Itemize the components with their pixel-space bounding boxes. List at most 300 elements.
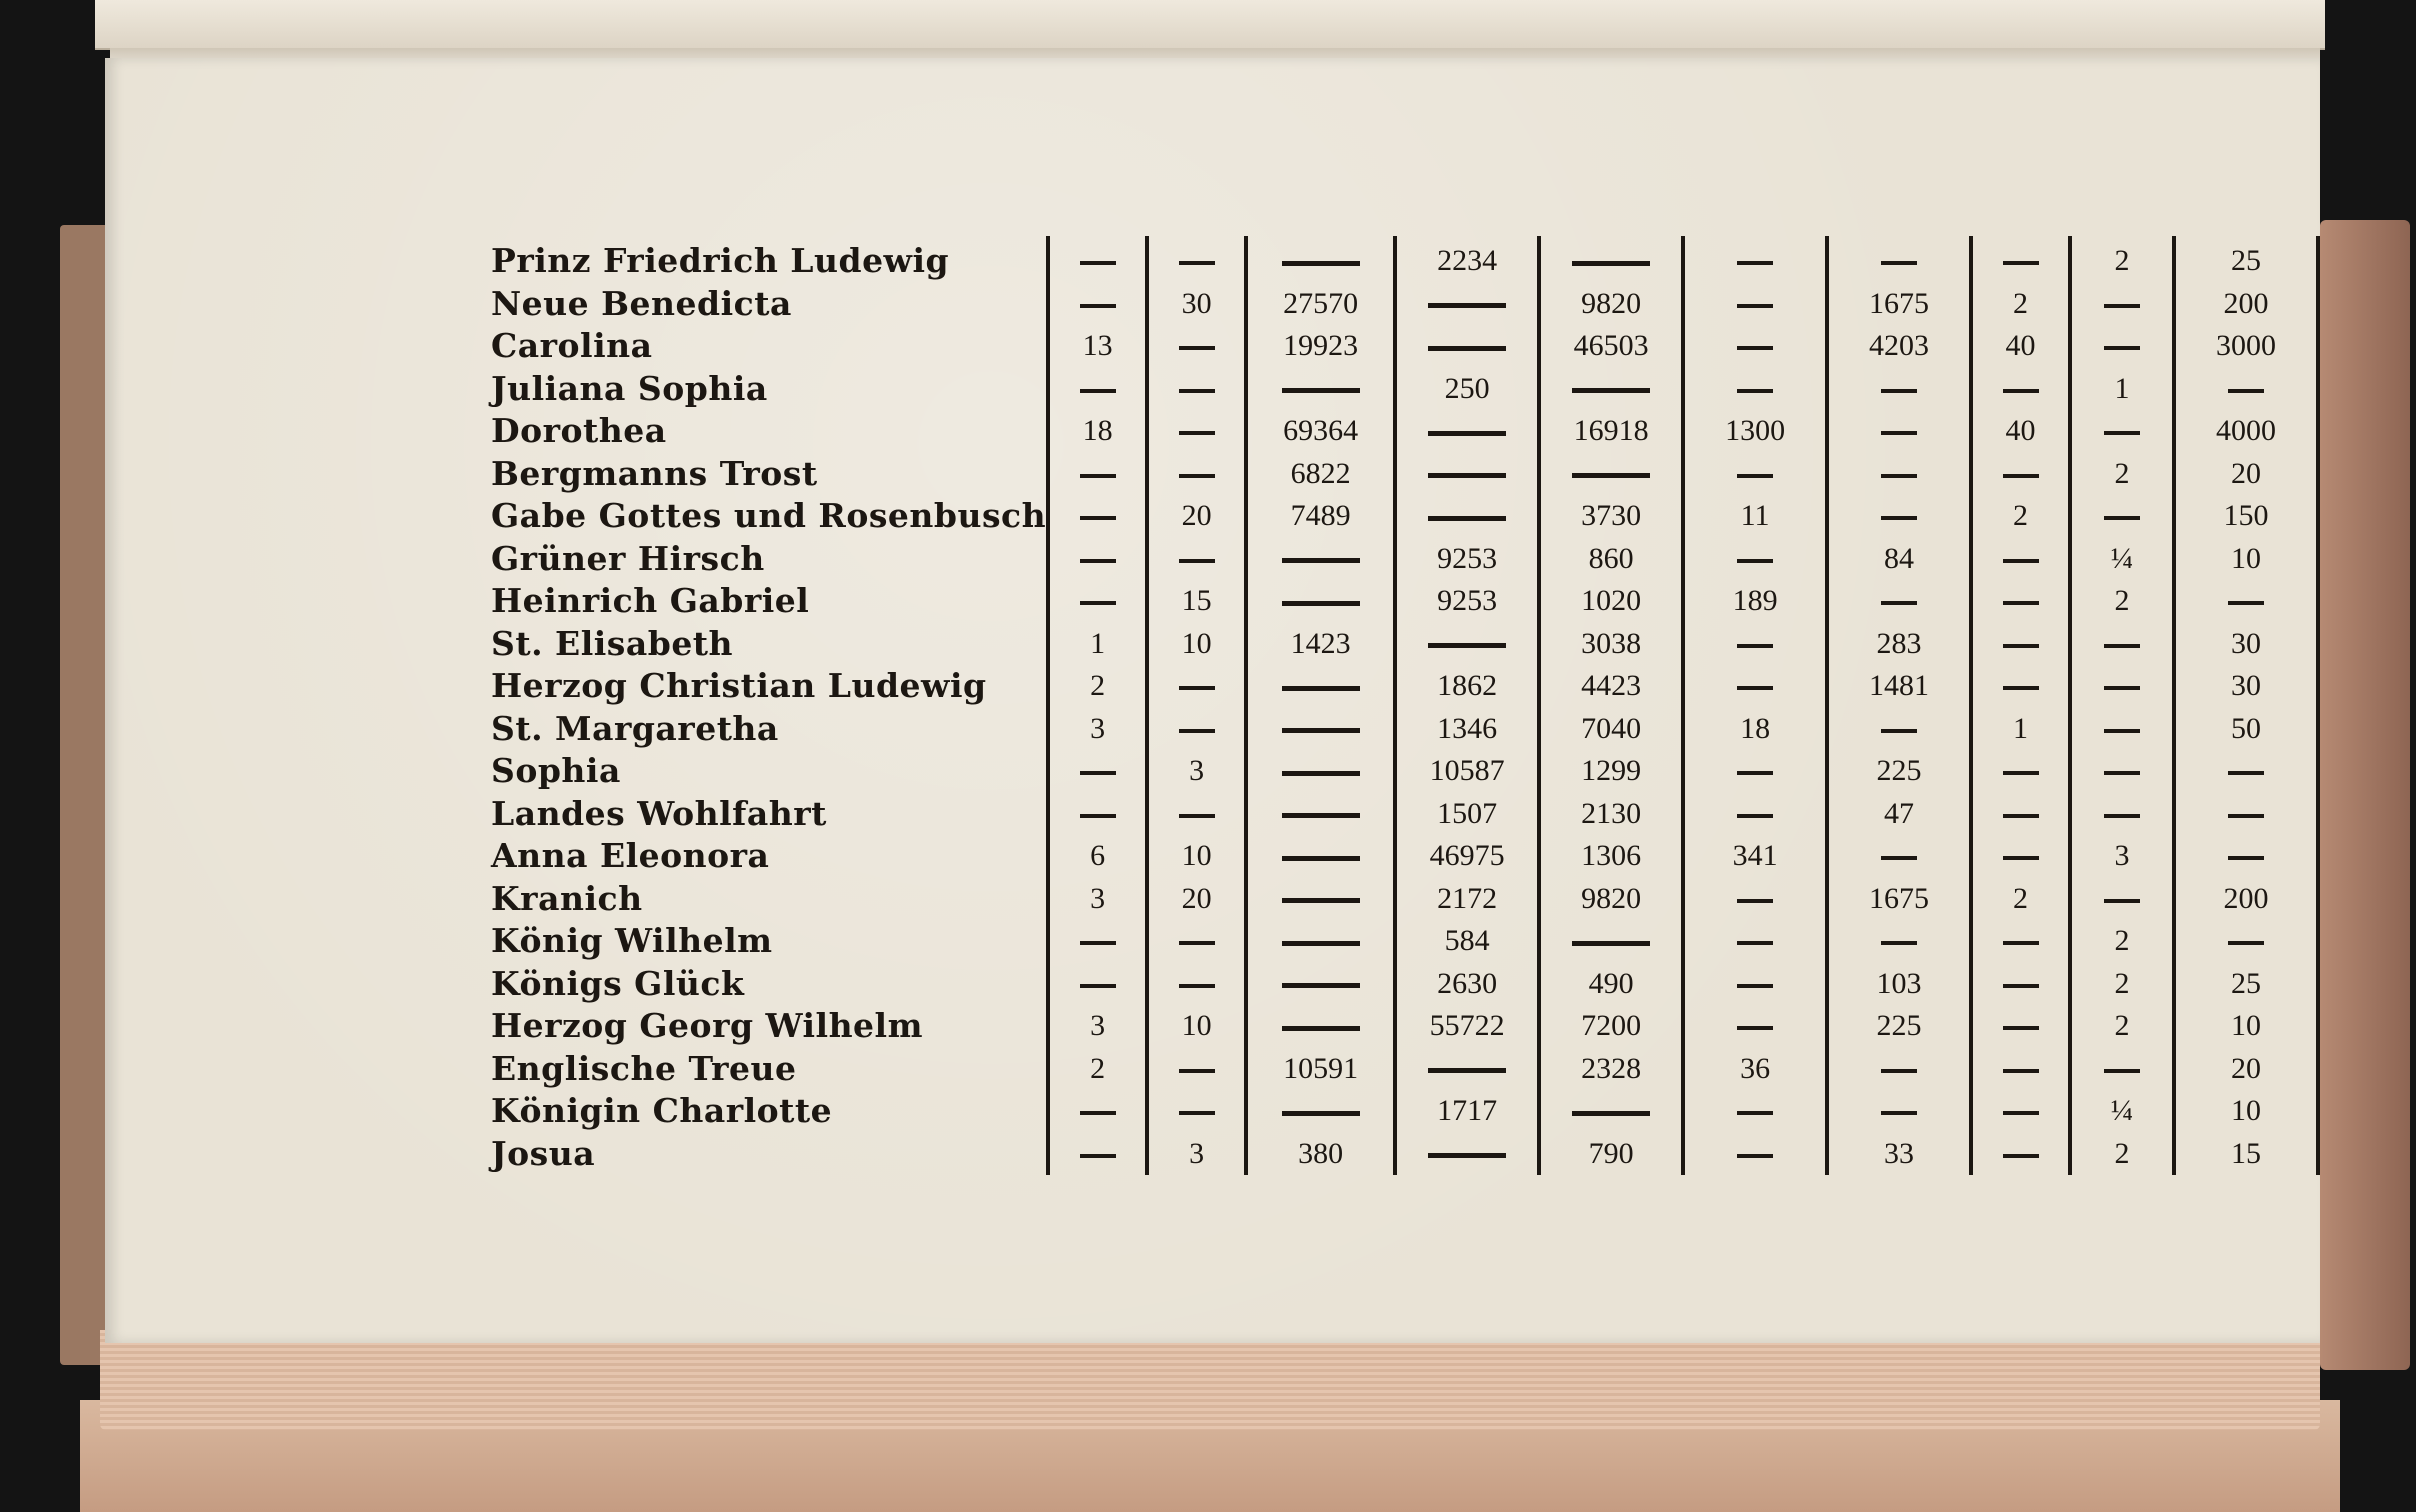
long-dash-mark (1428, 643, 1506, 648)
dash-mark (1080, 814, 1116, 818)
dash-mark (1080, 559, 1116, 563)
dash-mark (2003, 261, 2039, 265)
table-cell-col-6 (1683, 963, 1827, 1006)
table-cell-col-9 (2070, 283, 2174, 326)
dash-mark (1881, 516, 1917, 520)
table-cell-col-8 (1971, 236, 2070, 283)
mine-name: Prinz Friedrich Ludewig (491, 241, 950, 281)
table-cell-col-5 (1539, 920, 1683, 963)
table-cell-col-9 (2070, 410, 2174, 453)
table-cell-col-4 (1395, 495, 1539, 538)
dash-mark (2003, 1154, 2039, 1158)
table-cell-col-5: 7200 (1539, 1005, 1683, 1048)
dash-mark (2228, 941, 2264, 945)
table-cell-col-6 (1683, 283, 1827, 326)
table-cell-col-3: 27570 (1246, 283, 1395, 326)
table-cell-col-1 (1048, 283, 1147, 326)
table-cell-col-6 (1683, 878, 1827, 921)
table-cell-col-8 (1971, 793, 2070, 836)
table-cell-col-5 (1539, 236, 1683, 283)
table-cell-col-9: 2 (2070, 580, 2174, 623)
table-cell-col-5: 46503 (1539, 325, 1683, 368)
long-dash-mark (1282, 983, 1360, 988)
table-cell-col-6 (1683, 236, 1827, 283)
table-cell-col-7 (1827, 495, 1971, 538)
table-cell-col-6 (1683, 665, 1827, 708)
table-row (483, 1133, 2318, 1176)
table-cell-col-4: 9253 (1395, 538, 1539, 581)
long-dash-mark (1282, 728, 1360, 733)
table-cell-col-3: 6822 (1246, 453, 1395, 496)
table-cell-col-1 (1048, 368, 1147, 411)
table-cell-col-7 (1827, 1048, 1971, 1091)
dash-mark (2003, 941, 2039, 945)
table-cell-col-2 (1147, 665, 1246, 708)
table-cell-col-10: 30 (2174, 623, 2318, 666)
table-row (483, 538, 2318, 581)
table-cell-col-4 (1395, 623, 1539, 666)
table-cell-col-1 (1048, 920, 1147, 963)
mine-name: Sophia (491, 751, 621, 791)
table-cell-col-8 (1971, 665, 2070, 708)
table-cell-col-8 (1971, 453, 2070, 496)
table-cell-col-1 (1048, 538, 1147, 581)
dash-mark (2228, 814, 2264, 818)
dash-mark (1179, 1069, 1215, 1073)
dash-mark (2104, 644, 2140, 648)
table-cell-col-8: 2 (1971, 878, 2070, 921)
table-cell-col-2: 10 (1147, 1005, 1246, 1048)
long-dash-mark (1282, 261, 1360, 266)
table-cell-col-1 (1048, 750, 1147, 793)
table-cell-col-10: 200 (2174, 878, 2318, 921)
book-page (105, 58, 2320, 1343)
table-cell-col-10: 10 (2174, 1005, 2318, 1048)
table-cell-col-8: 40 (1971, 410, 2070, 453)
table-cell-col-9: 2 (2070, 920, 2174, 963)
table-cell-col-1 (1048, 453, 1147, 496)
table-cell-col-8: 1 (1971, 708, 2070, 751)
mine-name: Königin Charlotte (491, 1091, 833, 1131)
dash-mark (2228, 601, 2264, 605)
table-cell-col-2 (1147, 1048, 1246, 1091)
table-cell-col-10 (2174, 750, 2318, 793)
dash-mark (2003, 1026, 2039, 1030)
dash-mark (1080, 1111, 1116, 1115)
table-cell-col-8: 2 (1971, 283, 2070, 326)
table-cell-col-2 (1147, 453, 1246, 496)
table-cell-col-8 (1971, 580, 2070, 623)
dash-mark (2228, 389, 2264, 393)
mine-name: König Wilhelm (491, 921, 773, 961)
table-cell-col-10 (2174, 920, 2318, 963)
mine-name: St. Margaretha (491, 708, 779, 748)
table-row (483, 325, 2318, 368)
table-cell-col-7 (1827, 368, 1971, 411)
dash-mark (1179, 984, 1215, 988)
table-cell-col-1: 2 (1048, 1048, 1147, 1091)
mine-name: Dorothea (491, 411, 667, 451)
table-cell-col-7: 47 (1827, 793, 1971, 836)
dash-mark (1179, 474, 1215, 478)
table-cell-col-2 (1147, 236, 1246, 283)
long-dash-mark (1572, 388, 1650, 393)
table-cell-col-3 (1246, 1090, 1395, 1133)
table-cell-col-5: 3730 (1539, 495, 1683, 538)
table-row (483, 283, 2318, 326)
table-cell-col-4 (1395, 453, 1539, 496)
table-cell-col-1: 3 (1048, 1005, 1147, 1048)
table-cell-col-6 (1683, 325, 1827, 368)
table-cell-col-10: 20 (2174, 453, 2318, 496)
dash-mark (1179, 431, 1215, 435)
dash-mark (2104, 431, 2140, 435)
table-cell-col-7 (1827, 410, 1971, 453)
table-cell-col-6: 11 (1683, 495, 1827, 538)
long-dash-mark (1428, 1153, 1506, 1158)
table-cell-col-2: 20 (1147, 495, 1246, 538)
dash-mark (2228, 771, 2264, 775)
table-row (483, 878, 2318, 921)
table-row (483, 495, 2318, 538)
dash-mark (2003, 686, 2039, 690)
table-cell-col-6 (1683, 623, 1827, 666)
dash-mark (1881, 431, 1917, 435)
table-cell-col-8 (1971, 1090, 2070, 1133)
table-cell-col-5: 860 (1539, 538, 1683, 581)
dash-mark (2104, 346, 2140, 350)
dash-mark (2003, 984, 2039, 988)
dash-mark (2003, 771, 2039, 775)
long-dash-mark (1282, 1026, 1360, 1031)
table-cell-col-4: 250 (1395, 368, 1539, 411)
dash-mark (1179, 346, 1215, 350)
table-cell-col-5 (1539, 368, 1683, 411)
mine-name: Kranich (491, 878, 643, 918)
table-row (483, 835, 2318, 878)
table-cell-col-9 (2070, 793, 2174, 836)
dash-mark (1080, 984, 1116, 988)
table-row (483, 793, 2318, 836)
table-cell-col-10: 3000 (2174, 325, 2318, 368)
table-cell-col-10: 25 (2174, 963, 2318, 1006)
table-cell-col-8 (1971, 920, 2070, 963)
table-cell-col-5: 4423 (1539, 665, 1683, 708)
table-cell-col-1: 13 (1048, 325, 1147, 368)
table-row (483, 368, 2318, 411)
dash-mark (1179, 729, 1215, 733)
long-dash-mark (1428, 346, 1506, 351)
long-dash-mark (1282, 558, 1360, 563)
long-dash-mark (1282, 388, 1360, 393)
table-cell-col-1: 6 (1048, 835, 1147, 878)
table-cell-col-1: 1 (1048, 623, 1147, 666)
table-cell-col-7 (1827, 580, 1971, 623)
table-cell-col-6: 1300 (1683, 410, 1827, 453)
dash-mark (1080, 771, 1116, 775)
table-cell-col-7: 103 (1827, 963, 1971, 1006)
mine-name: Herzog Christian Ludewig (491, 666, 987, 706)
table-cell-col-5: 9820 (1539, 878, 1683, 921)
long-dash-mark (1282, 813, 1360, 818)
table-cell-col-9 (2070, 665, 2174, 708)
table-cell-col-9: 2 (2070, 1133, 2174, 1176)
table-cell-col-10 (2174, 368, 2318, 411)
dash-mark (1881, 474, 1917, 478)
table-cell-col-7 (1827, 920, 1971, 963)
table-cell-col-2 (1147, 1090, 1246, 1133)
table-cell-col-7 (1827, 835, 1971, 878)
mine-ledger-table (483, 236, 2320, 1175)
mine-name: Heinrich Gabriel (491, 581, 810, 621)
mine-name: St. Elisabeth (491, 623, 734, 663)
table-cell-col-7 (1827, 453, 1971, 496)
table-cell-col-3 (1246, 708, 1395, 751)
table-cell-col-5: 1306 (1539, 835, 1683, 878)
table-cell-col-1 (1048, 236, 1147, 283)
long-dash-mark (1428, 431, 1506, 436)
long-dash-mark (1282, 601, 1360, 606)
table-cell-col-5: 2130 (1539, 793, 1683, 836)
table-cell-col-1 (1048, 495, 1147, 538)
table-cell-col-3 (1246, 793, 1395, 836)
mine-name: Bergmanns Trost (491, 453, 818, 493)
dash-mark (1737, 389, 1773, 393)
dash-mark (1179, 686, 1215, 690)
table-cell-col-9: 2 (2070, 453, 2174, 496)
table-cell-col-9 (2070, 1048, 2174, 1091)
table-cell-col-7: 283 (1827, 623, 1971, 666)
dash-mark (1080, 474, 1116, 478)
dash-mark (1737, 304, 1773, 308)
dash-mark (1080, 261, 1116, 265)
table-cell-col-5: 2328 (1539, 1048, 1683, 1091)
ledger-body (483, 236, 2318, 1175)
dash-mark (1080, 304, 1116, 308)
table-cell-col-4: 9253 (1395, 580, 1539, 623)
table-cell-col-1: 18 (1048, 410, 1147, 453)
table-cell-col-4: 55722 (1395, 1005, 1539, 1048)
table-cell-col-7: 225 (1827, 750, 1971, 793)
table-cell-col-3: 69364 (1246, 410, 1395, 453)
table-cell-col-3 (1246, 665, 1395, 708)
table-cell-col-5: 7040 (1539, 708, 1683, 751)
table-cell-col-10: 15 (2174, 1133, 2318, 1176)
dash-mark (1179, 941, 1215, 945)
table-cell-col-2: 15 (1147, 580, 1246, 623)
table-cell-col-9 (2070, 495, 2174, 538)
dash-mark (1080, 941, 1116, 945)
table-cell-col-2 (1147, 963, 1246, 1006)
table-cell-col-10: 10 (2174, 1090, 2318, 1133)
mine-name: Gabe Gottes und Rosenbusch (491, 496, 1047, 536)
table-cell-col-7 (1827, 708, 1971, 751)
dash-mark (1881, 261, 1917, 265)
long-dash-mark (1572, 941, 1650, 946)
dash-mark (2003, 1069, 2039, 1073)
table-row (483, 963, 2318, 1006)
dash-mark (1080, 389, 1116, 393)
long-dash-mark (1428, 516, 1506, 521)
table-row (483, 665, 2318, 708)
table-cell-col-6: 18 (1683, 708, 1827, 751)
long-dash-mark (1282, 941, 1360, 946)
dash-mark (1179, 389, 1215, 393)
table-cell-col-1 (1048, 1090, 1147, 1133)
mine-name: Anna Eleonora (491, 836, 770, 876)
table-cell-col-3 (1246, 1005, 1395, 1048)
dash-mark (2104, 899, 2140, 903)
mine-name: Carolina (491, 326, 653, 366)
table-row (483, 1048, 2318, 1091)
table-cell-col-4 (1395, 1048, 1539, 1091)
table-cell-col-2 (1147, 920, 1246, 963)
dash-mark (1881, 729, 1917, 733)
table-cell-col-4: 1507 (1395, 793, 1539, 836)
long-dash-mark (1428, 473, 1506, 478)
table-cell-col-4: 2172 (1395, 878, 1539, 921)
table-row (483, 580, 2318, 623)
table-cell-col-6 (1683, 538, 1827, 581)
table-cell-col-6: 189 (1683, 580, 1827, 623)
table-cell-col-2: 30 (1147, 283, 1246, 326)
table-cell-col-5: 490 (1539, 963, 1683, 1006)
table-cell-col-5: 9820 (1539, 283, 1683, 326)
dash-mark (2003, 601, 2039, 605)
dash-mark (1737, 984, 1773, 988)
table-cell-col-5: 1299 (1539, 750, 1683, 793)
dash-mark (1737, 1026, 1773, 1030)
table-cell-col-3: 19923 (1246, 325, 1395, 368)
mine-name: Landes Wohlfahrt (491, 793, 827, 833)
table-cell-col-3 (1246, 835, 1395, 878)
dash-mark (1737, 899, 1773, 903)
table-cell-col-10 (2174, 793, 2318, 836)
table-cell-col-5: 3038 (1539, 623, 1683, 666)
table-cell-col-3: 7489 (1246, 495, 1395, 538)
dash-mark (1737, 1111, 1773, 1115)
dash-mark (2003, 644, 2039, 648)
table-cell-col-7: 1675 (1827, 878, 1971, 921)
table-cell-col-8 (1971, 1005, 2070, 1048)
dash-mark (1881, 1069, 1917, 1073)
long-dash-mark (1572, 1111, 1650, 1116)
dash-mark (2003, 1111, 2039, 1115)
long-dash-mark (1428, 303, 1506, 308)
dash-mark (2228, 856, 2264, 860)
facing-page-edge (95, 0, 2325, 50)
table-cell-col-6 (1683, 368, 1827, 411)
mine-name: Neue Benedicta (491, 283, 792, 323)
table-cell-col-8: 2 (1971, 495, 2070, 538)
table-cell-col-6 (1683, 1005, 1827, 1048)
long-dash-mark (1572, 261, 1650, 266)
table-cell-col-4 (1395, 283, 1539, 326)
table-cell-col-1: 3 (1048, 708, 1147, 751)
dash-mark (2003, 559, 2039, 563)
table-row (483, 623, 2318, 666)
table-cell-col-3: 380 (1246, 1133, 1395, 1176)
dash-mark (2104, 729, 2140, 733)
table-row (483, 920, 2318, 963)
table-cell-col-2: 20 (1147, 878, 1246, 921)
long-dash-mark (1282, 686, 1360, 691)
table-cell-col-4: 2630 (1395, 963, 1539, 1006)
table-cell-col-4: 1717 (1395, 1090, 1539, 1133)
mine-name: Juliana Sophia (491, 368, 768, 408)
table-cell-col-4 (1395, 410, 1539, 453)
table-cell-col-6: 36 (1683, 1048, 1827, 1091)
table-cell-col-9 (2070, 623, 2174, 666)
table-row (483, 708, 2318, 751)
table-cell-col-6 (1683, 453, 1827, 496)
table-cell-col-10: 150 (2174, 495, 2318, 538)
dash-mark (1881, 1111, 1917, 1115)
table-cell-col-9: ¼ (2070, 1090, 2174, 1133)
table-cell-col-5 (1539, 1090, 1683, 1133)
table-cell-col-6 (1683, 920, 1827, 963)
dash-mark (1737, 346, 1773, 350)
table-cell-col-1 (1048, 793, 1147, 836)
dash-mark (1080, 601, 1116, 605)
dash-mark (2104, 814, 2140, 818)
dash-mark (1737, 474, 1773, 478)
table-cell-col-10: 10 (2174, 538, 2318, 581)
dash-mark (2104, 516, 2140, 520)
table-cell-col-8: 40 (1971, 325, 2070, 368)
table-cell-col-9: 2 (2070, 963, 2174, 1006)
table-cell-col-4: 46975 (1395, 835, 1539, 878)
table-cell-col-5 (1539, 453, 1683, 496)
dash-mark (2104, 304, 2140, 308)
table-cell-col-2 (1147, 538, 1246, 581)
table-cell-col-4 (1395, 1133, 1539, 1176)
mine-name: Königs Glück (491, 963, 745, 1003)
table-cell-col-1 (1048, 1133, 1147, 1176)
dash-mark (2104, 1069, 2140, 1073)
table-cell-col-9: 3 (2070, 835, 2174, 878)
table-cell-col-10: 50 (2174, 708, 2318, 751)
dash-mark (1737, 771, 1773, 775)
table-cell-col-4: 10587 (1395, 750, 1539, 793)
table-cell-col-6 (1683, 1133, 1827, 1176)
dash-mark (1737, 1154, 1773, 1158)
long-dash-mark (1282, 771, 1360, 776)
table-cell-col-8 (1971, 1133, 2070, 1176)
dash-mark (2104, 771, 2140, 775)
dash-mark (2003, 814, 2039, 818)
table-cell-col-7: 1675 (1827, 283, 1971, 326)
dash-mark (1179, 1111, 1215, 1115)
table-cell-col-1 (1048, 963, 1147, 1006)
table-cell-col-8 (1971, 835, 2070, 878)
table-cell-col-3 (1246, 368, 1395, 411)
table-cell-col-9 (2070, 325, 2174, 368)
table-cell-col-3 (1246, 750, 1395, 793)
table-cell-col-5: 16918 (1539, 410, 1683, 453)
mine-name: Grüner Hirsch (491, 538, 765, 578)
table-cell-col-1 (1048, 580, 1147, 623)
table-cell-col-9: 1 (2070, 368, 2174, 411)
table-cell-col-3 (1246, 580, 1395, 623)
cover-right-edge (2320, 220, 2410, 1370)
table-cell-col-8 (1971, 750, 2070, 793)
dash-mark (1179, 814, 1215, 818)
dash-mark (1080, 516, 1116, 520)
dash-mark (2003, 474, 2039, 478)
table-cell-col-8 (1971, 368, 2070, 411)
long-dash-mark (1428, 1068, 1506, 1073)
